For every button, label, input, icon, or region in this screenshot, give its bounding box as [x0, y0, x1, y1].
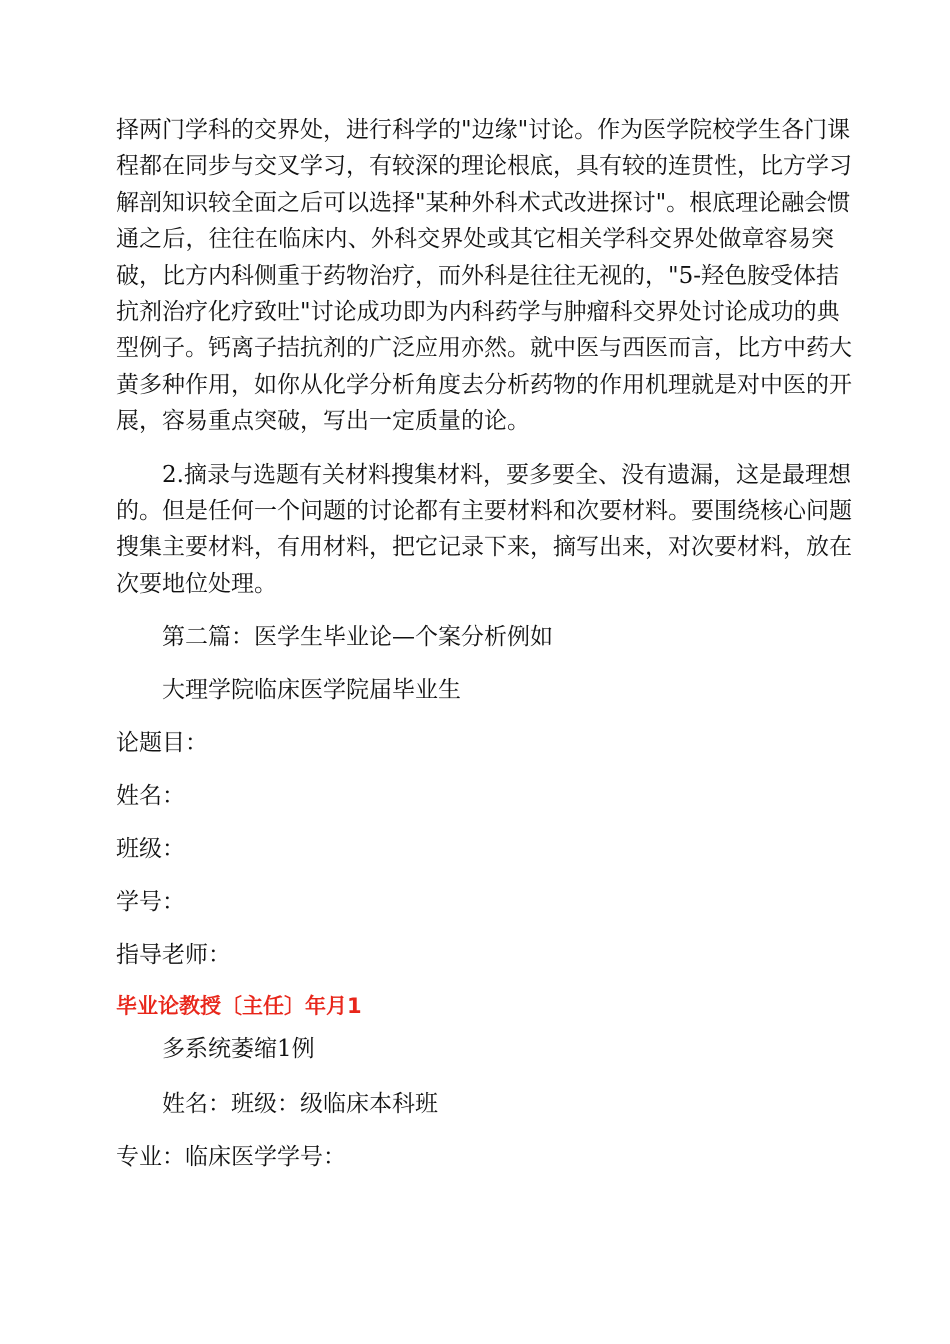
paragraph-line: 搜集主要材料，有用材料，把它记录下来，摘写出来，对次要材料，放在 [116, 534, 852, 561]
case-major: 专业：临床医学学号： [116, 1144, 346, 1171]
school-line: 大理学院临床医学院届毕业生 [162, 677, 461, 704]
field-advisor: 指导老师： [116, 942, 231, 969]
paragraph-line: 解剖知识较全面之后可以选择"某种外科术式改进探讨"。根底理论融会惯 [116, 189, 851, 216]
case-name-class: 姓名：班级：级临床本科班 [162, 1091, 438, 1118]
document-page [116, 112, 852, 1175]
case-title: 多系统萎缩1例 [162, 1036, 315, 1063]
paragraph-line: 抗剂治疗化疗致吐"讨论成功即为内科药学与肿瘤科交界处讨论成功的典 [116, 299, 840, 326]
paragraph-line: 破，比方内科侧重于药物治疗，而外科是往往无视的，"5-羟色胺受体拮 [116, 262, 839, 289]
paragraph-line: 黄多种作用，如你从化学分析角度去分析药物的作用机理就是对中医的开 [116, 371, 852, 398]
paragraph-line: 通之后，往往在临床内、外科交界处或其它相关学科交界处做章容易突 [116, 226, 834, 253]
paragraph-line: 程都在同步与交叉学习，有较深的理论根底，具有较的连贯性，比方学习 [116, 153, 852, 180]
red-heading: 毕业论教授〔主任〕年月1 [116, 994, 362, 1019]
field-topic: 论题目： [116, 730, 208, 757]
paragraph-research-topic [116, 112, 852, 440]
paragraph-line: 择两门学科的交界处，进行科学的"边缘"讨论。作为医学院校学生各门课 [116, 117, 851, 143]
paragraph-line: 2.摘录与选题有关材料搜集材料，要多要全、没有遗漏，这是最理想 [162, 461, 851, 488]
paragraph-line: 次要地位处理。 [116, 570, 277, 597]
paragraph-material-collection [116, 457, 852, 603]
field-name: 姓名： [116, 783, 185, 810]
chapter-title: 第二篇：医学生毕业论—个案分析例如 [162, 624, 553, 651]
paragraph-line: 展，容易重点突破，写出一定质量的论。 [116, 408, 530, 435]
field-student-id: 学号： [116, 889, 185, 916]
field-class: 班级： [116, 836, 185, 863]
paragraph-line: 的。但是任何一个问题的讨论都有主要材料和次要材料。要围绕核心问题 [116, 498, 852, 525]
paragraph-line: 型例子。钙离子拮抗剂的广泛应用亦然。就中医与西医而言，比方中药大 [116, 335, 852, 362]
